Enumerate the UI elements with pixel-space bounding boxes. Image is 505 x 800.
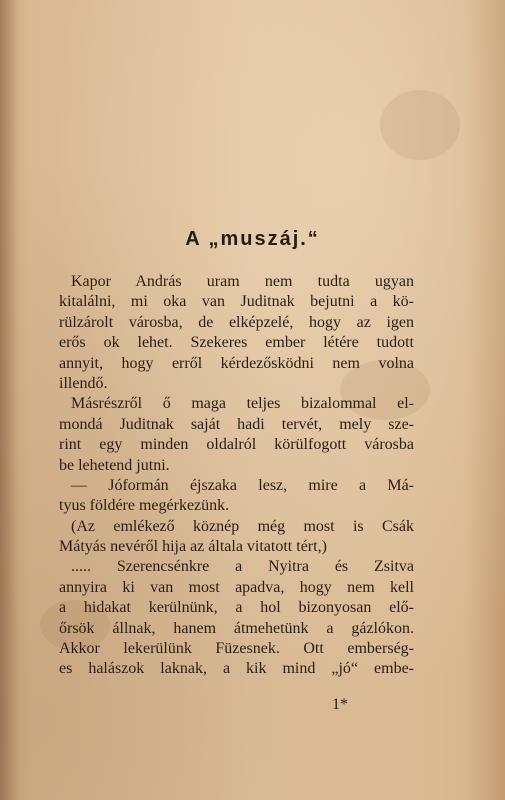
text-line: annyira ki van most apadva, hogy nem kell [59, 578, 414, 596]
text-line: mondá Juditnak saját hadi tervét, mely sze- [59, 415, 414, 433]
text-line: be lehetend jutni. [59, 456, 170, 474]
body-text [59, 272, 414, 680]
text-line: rülzárolt városba, de elképzelé, hogy az igen [59, 313, 414, 331]
text-line: ..... Szerencsénkre a Nyitra és Zsitva [71, 558, 414, 576]
text-line: annyit, hogy erről kérdezősködni nem volna [59, 354, 414, 372]
text-line: Másrészről ő maga teljes bizalommal el- [71, 395, 414, 413]
text-line: — Jóformán éjszaka lesz, mire a Má- [71, 476, 414, 494]
text-line: (Az emlékező köznép még most is Csák [71, 517, 414, 535]
page-gutter-shadow [0, 0, 18, 800]
text-line: őrsök állnak, hanem átmehetünk a gázlókon. [59, 619, 414, 637]
text-line: Mátyás nevéről hija az általa vitatott tért,) [59, 538, 327, 556]
text-line: a hidakat kerülnünk, a hol bizonyosan elő- [59, 599, 414, 617]
text-line: es halászok laknak, a kik mind „jó“ embe- [59, 660, 414, 678]
text-line: kitalálni, mi oka van Juditnak bejutni a kö- [59, 293, 414, 311]
paper-stain [380, 90, 460, 160]
signature-mark: 1* [332, 696, 348, 713]
chapter-title: A „muszáj.“ [185, 228, 320, 250]
text-line: illendő. [59, 374, 108, 392]
text-line: Akkor lekerülünk Füzesnek. Ott emberség- [59, 640, 414, 658]
text-line: Kapor András uram nem tudta ugyan [71, 273, 414, 290]
text-line: erős ok lehet. Szekeres ember létére tudott [59, 334, 414, 352]
text-line: rint egy minden oldalról körülfogott városba [59, 436, 414, 454]
text-line: tyus földére megérkezünk. [59, 497, 230, 515]
